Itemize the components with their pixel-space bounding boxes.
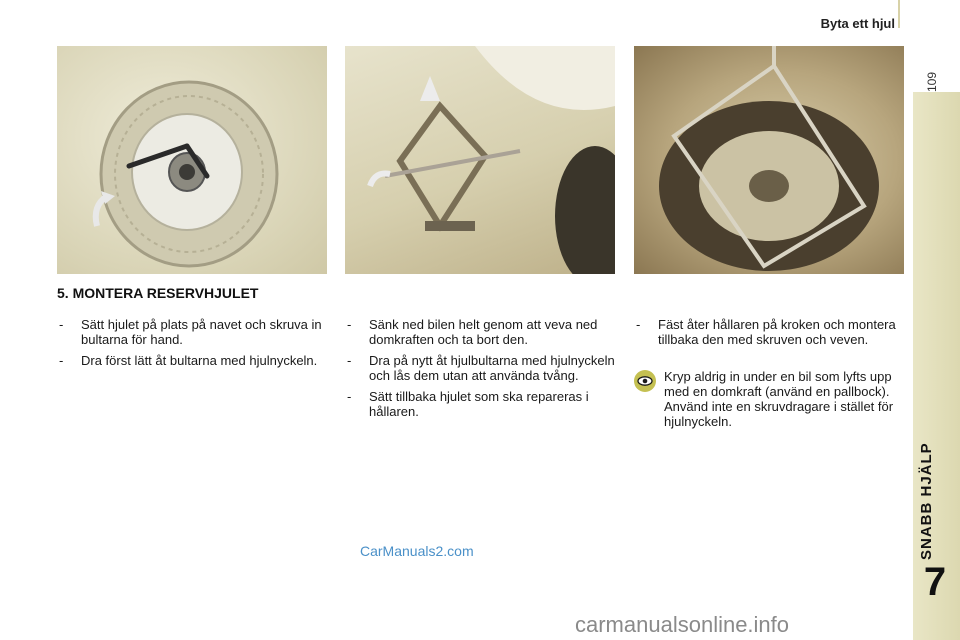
- jack-photo: [345, 46, 615, 274]
- instructions-column-1: [57, 317, 327, 374]
- instructions-column-2: [345, 317, 620, 425]
- wheel-photo: [57, 46, 327, 274]
- spare-carrier-photo: [634, 46, 904, 274]
- eye-icon: [634, 370, 656, 392]
- watermark-footer: carmanualsonline.info: [575, 612, 790, 637]
- list-item: - Sätt hjulet på plats på navet och skruva in bultarna för hand.: [59, 317, 322, 347]
- list-item: - Dra först lätt åt bultarna med hjulnyckeln.: [59, 353, 318, 368]
- page-header-title: Byta ett hjul: [820, 16, 895, 31]
- header-divider: [898, 0, 900, 28]
- list-item: - Sänk ned bilen helt genom att veva ned domkraften och ta bort den.: [347, 317, 598, 347]
- list-item: - Dra på nytt åt hjulbultarna med hjulnyckeln och lås dem utan att använda tvång.: [347, 353, 615, 383]
- page-number: 109: [925, 71, 939, 92]
- instructions-column-3: [634, 317, 904, 353]
- section-title: 5. MONTERA RESERVHJULET: [57, 285, 259, 301]
- chapter-number: 7: [923, 560, 947, 604]
- list-item: - Fäst åter hållaren på kroken och montera tillbaka den med skruven och veven.: [636, 317, 896, 347]
- watermark-link[interactable]: CarManuals2.com: [360, 543, 474, 559]
- list-item: - Sätt tillbaka hjulet som ska repareras i hållaren.: [347, 389, 589, 419]
- sidebar-section-label: SNABB HJÄLP: [918, 442, 935, 560]
- warning-text: Kryp aldrig in under en bil som lyfts upp med en domkraft (använd en pallbock). Använd inte en skruvdragare i stället för hjulnyckeln.: [664, 369, 894, 429]
